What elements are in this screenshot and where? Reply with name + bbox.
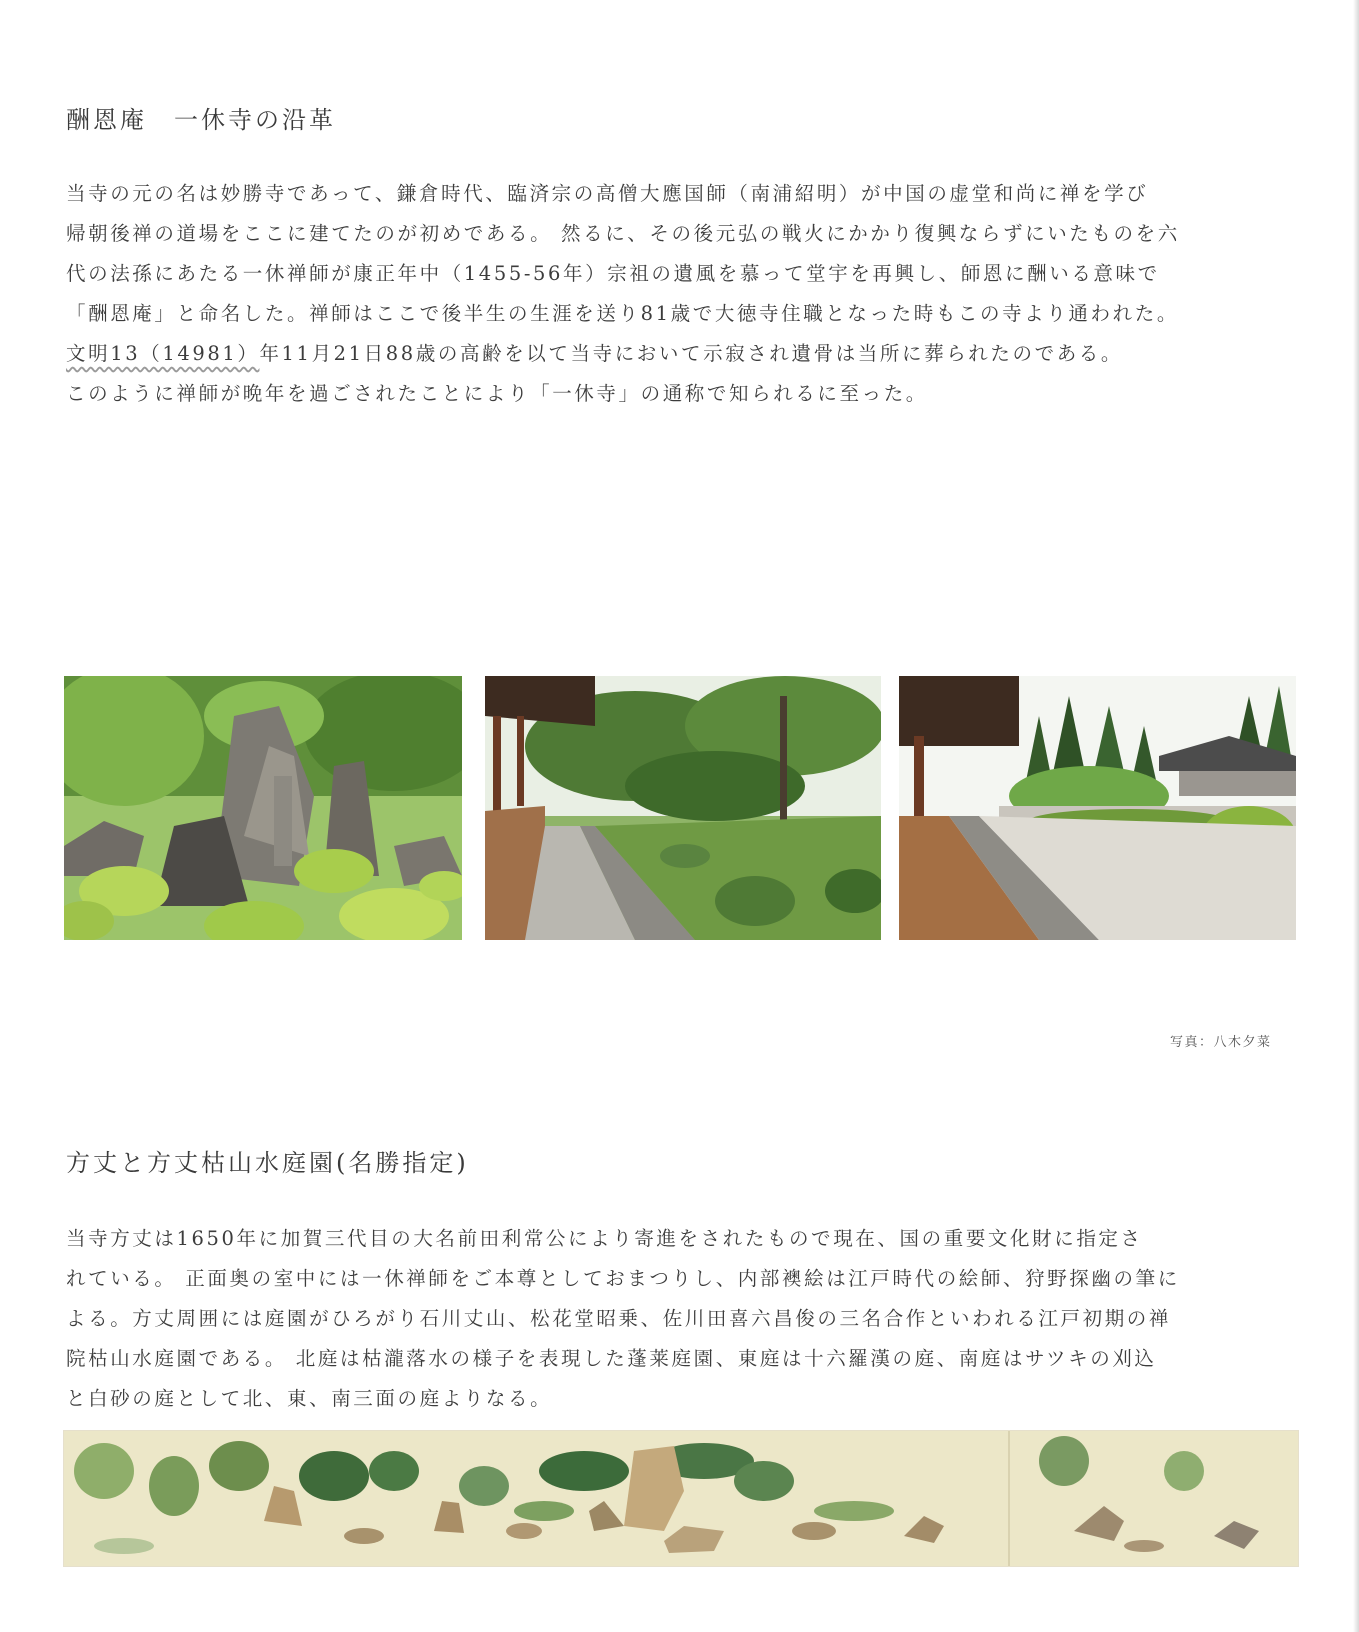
- page-edge-shadow: [1353, 0, 1359, 1632]
- garden-scroll-painting: [63, 1430, 1299, 1567]
- hojo-line-3: よる。方丈周囲には庭園がひろがり石川丈山、松花堂昭乗、佐川田喜六昌俊の三名合作といわれる江戸初期の禅: [66, 1307, 1172, 1330]
- photo-credit: 写真：八木夕菜: [1170, 1035, 1272, 1050]
- history-paragraph: [66, 174, 1306, 414]
- underlined-date: 文明13（14981）: [66, 342, 260, 365]
- history-line-1: 当寺の元の名は妙勝寺であって、鎌倉時代、臨済宗の高僧大應国師（南浦紹明）が中国の虚堂和尚に禅を学び: [66, 182, 1149, 205]
- hojo-line-1: 当寺方丈は1650年に加賀三代目の大名前田利常公により寄進をされたもので現在、国の重要文化財に指定さ: [66, 1227, 1143, 1250]
- history-line-3: 代の法孫にあたる一休禅師が康正年中（1455-56年）宗祖の遺風を慕って堂宇を再興し、師恩に酬いる意味で: [66, 262, 1160, 285]
- south-garden-photo: [899, 676, 1296, 940]
- east-garden-photo: [485, 676, 881, 940]
- history-line-5-text: 年11月21日88歳の高齢を以て当寺において示寂され遺骨は当所に葬られたのである。: [259, 342, 1123, 365]
- section-title-history: 酬恩庵 一休寺の沿革: [66, 106, 336, 134]
- hojo-paragraph: [66, 1219, 1306, 1419]
- north-garden-photo: [64, 676, 462, 940]
- hojo-line-5: と白砂の庭として北、東、南三面の庭よりなる。: [66, 1387, 553, 1410]
- history-line-6: このように禅師が晩年を過ごされたことにより「一休寺」の通称で知られるに至った。: [66, 382, 928, 405]
- history-line-2: 帰朝後禅の道場をここに建てたのが初めである。 然るに、その後元弘の戦火にかかり復興ならずにいたものを六: [66, 222, 1180, 245]
- history-line-4: 「酬恩庵」と命名した。禅師はここで後半生の生涯を送り81歳で大徳寺住職となった時もこの寺より通われた。: [66, 302, 1179, 325]
- history-line-5: [66, 334, 1306, 374]
- section-title-hojo-garden: 方丈と方丈枯山水庭園(名勝指定): [66, 1149, 469, 1177]
- hojo-line-2: れている。 正面奥の室中には一休禅師をご本尊としておまつりし、内部襖絵は江戸時代の絵師、狩野探幽の筆に: [66, 1267, 1180, 1290]
- hojo-line-4: 院枯山水庭園である。 北庭は枯瀧落水の様子を表現した蓬莱庭園、東庭は十六羅漢の庭、南庭はサツキの刈込: [66, 1347, 1157, 1370]
